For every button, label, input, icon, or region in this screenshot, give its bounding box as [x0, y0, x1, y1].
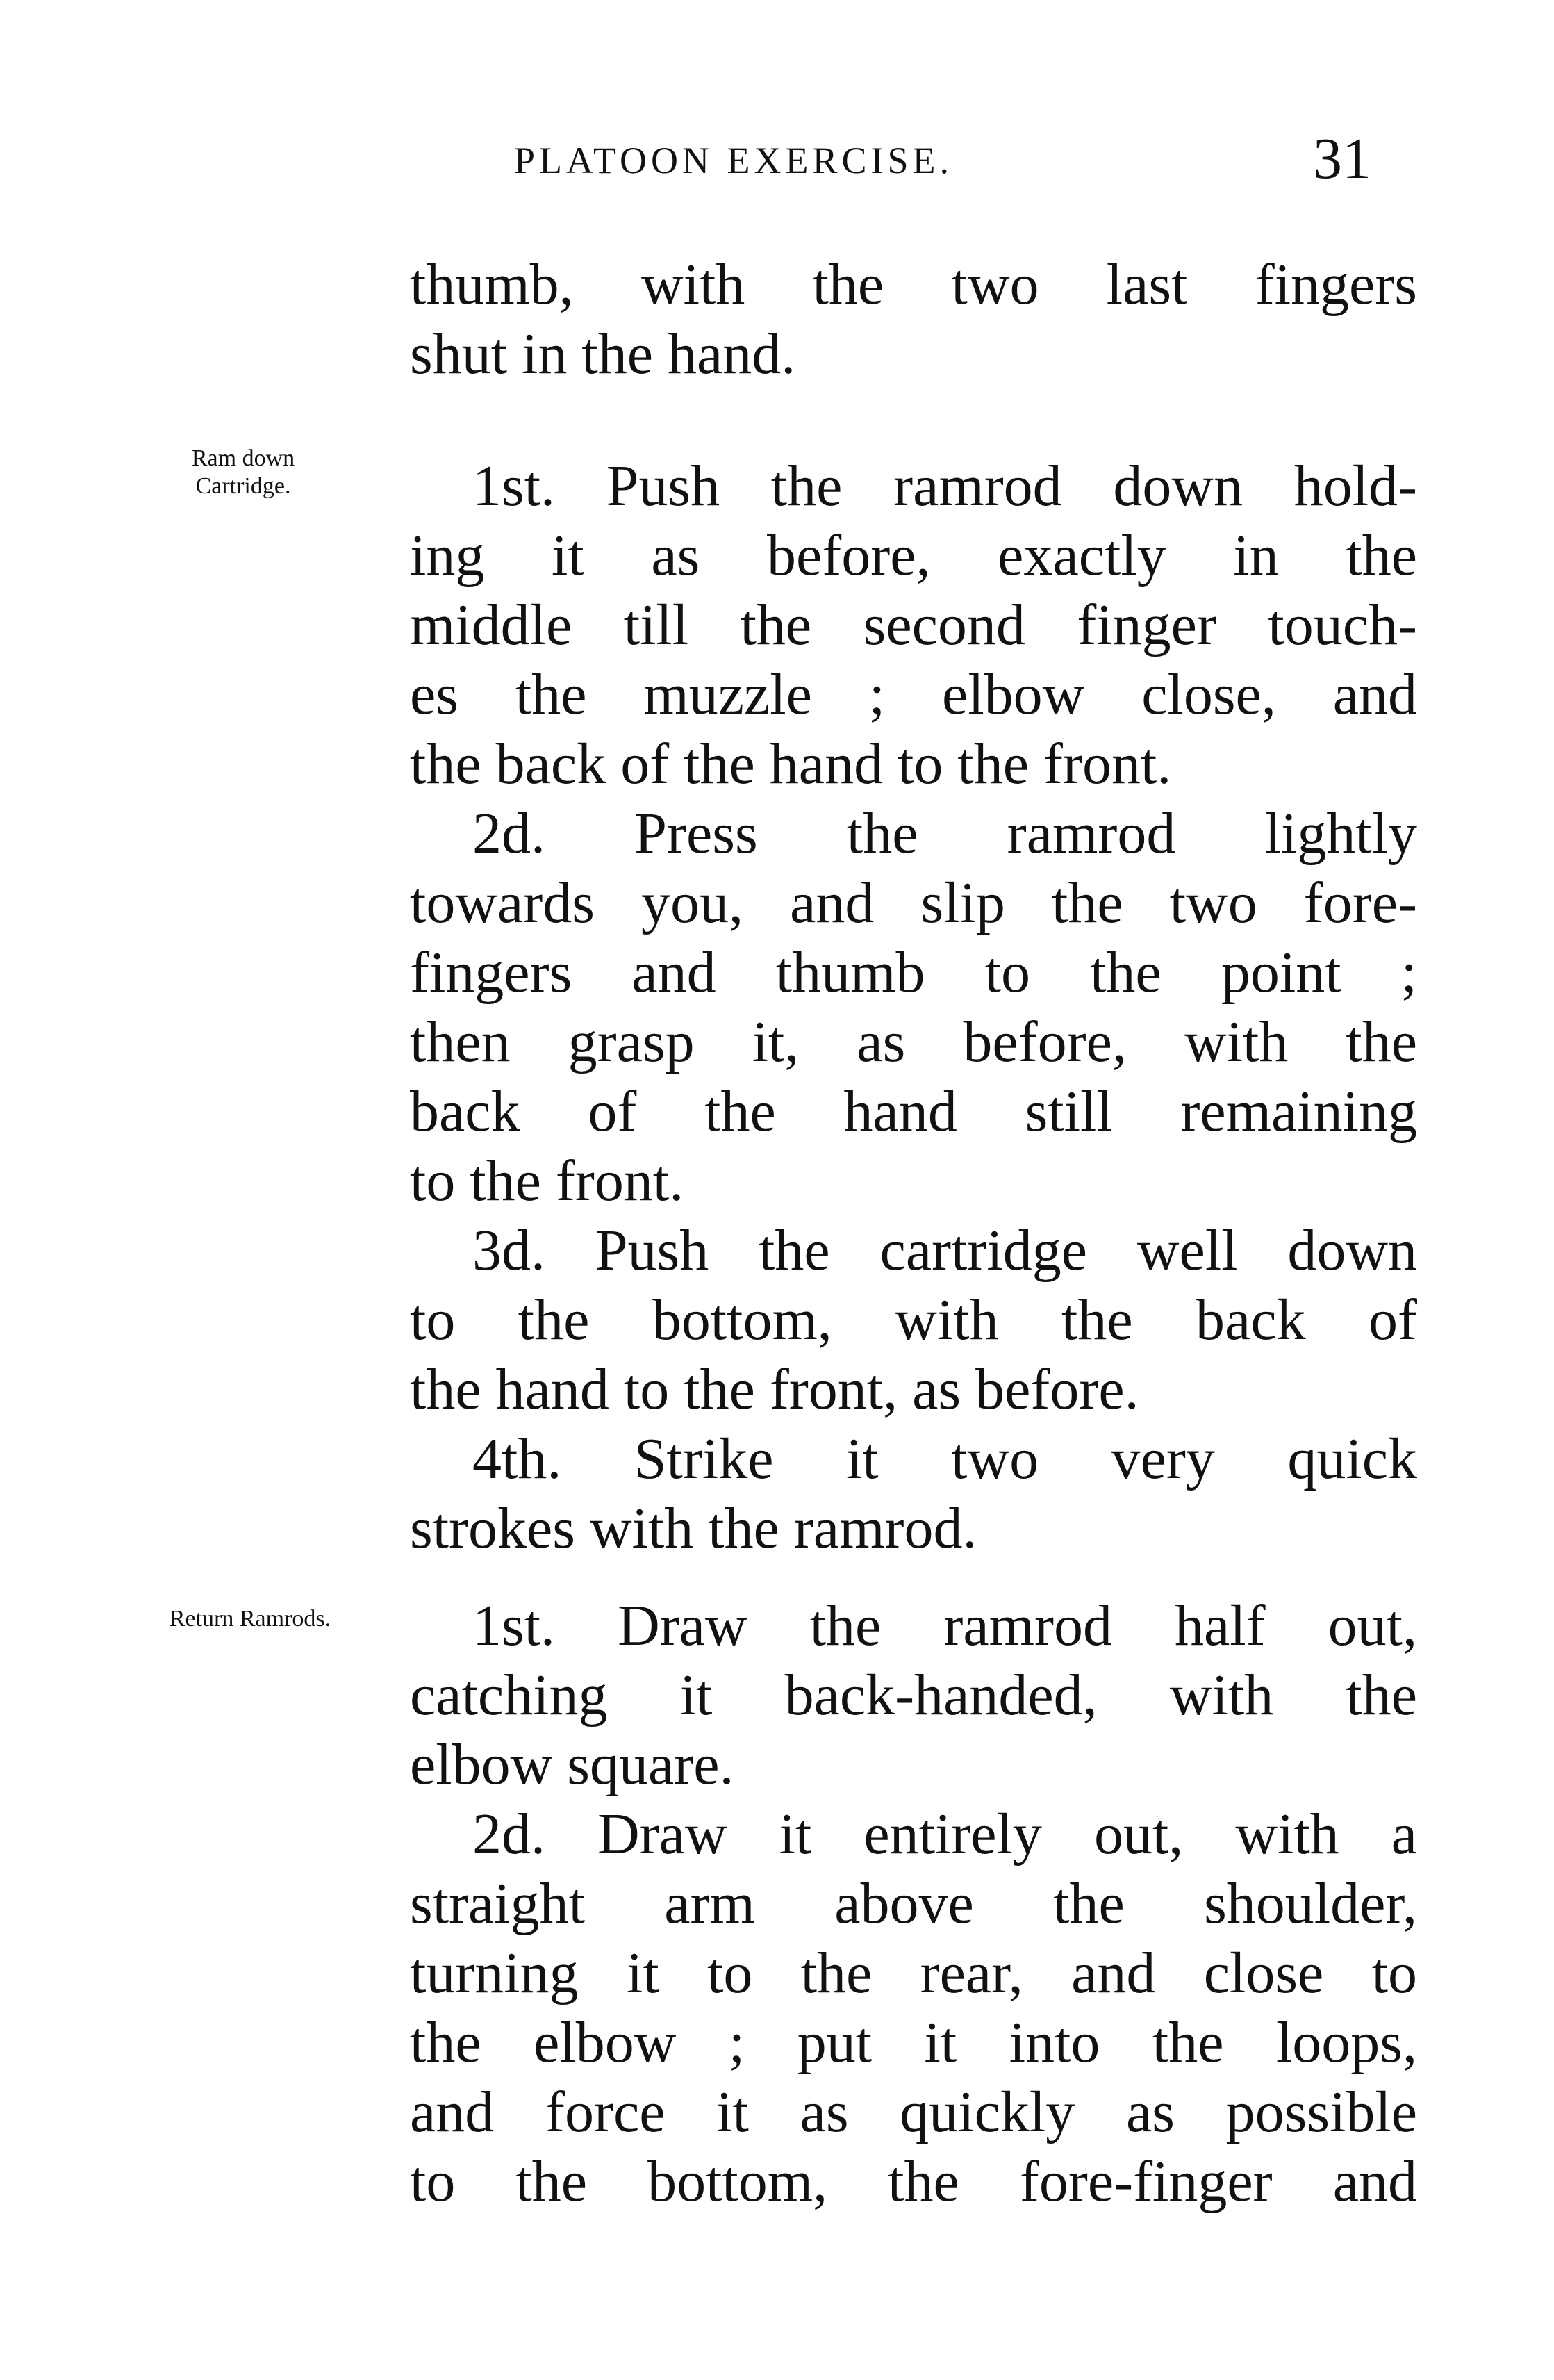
text-line: 1st. Push the ramrod down hold-: [472, 454, 1417, 518]
text-line: fingers and thumb to the point ;: [410, 940, 1417, 1005]
text-line: towards you, and slip the two fore-: [410, 871, 1417, 935]
margin-note-line: Cartridge.: [195, 473, 291, 499]
text-line: the hand to the front, as before.: [410, 1357, 1139, 1422]
section-return-ramrods: [410, 1591, 1417, 2217]
text-line: to the bottom, the fore-finger and: [410, 2149, 1417, 2214]
text-line: the elbow ; put it into the loops,: [410, 2010, 1417, 2075]
text-line: thumb, with the two last fingers: [410, 252, 1417, 317]
text-line: 2d. Press the ramrod lightly: [472, 801, 1417, 866]
margin-note-return-ramrods: Return Ramrods.: [169, 1606, 331, 1632]
text-line: ing it as before, exactly in the: [410, 523, 1417, 588]
text-line: middle till the second finger touch-: [410, 593, 1417, 657]
text-line: the back of the hand to the front.: [410, 732, 1172, 796]
text-line: turning it to the rear, and close to: [410, 1941, 1417, 2005]
text-line: strokes with the ramrod.: [410, 1496, 977, 1561]
text-line: catching it back-handed, with the: [410, 1663, 1417, 1727]
text-line: 4th. Strike it two very quick: [472, 1427, 1417, 1491]
text-line: to the bottom, with the back of: [410, 1288, 1417, 1352]
text-line: 2d. Draw it entirely out, with a: [472, 1802, 1417, 1866]
text-line: straight arm above the shoulder,: [410, 1871, 1417, 1936]
text-line: 3d. Push the cartridge well down: [472, 1218, 1417, 1283]
margin-note-line: Ram down: [191, 445, 295, 471]
text-line: shut in the hand.: [410, 322, 796, 386]
text-line: es the muzzle ; elbow close, and: [410, 662, 1417, 727]
section-ram-down-cartridge: [410, 452, 1417, 1564]
page-number: 31: [1313, 126, 1371, 191]
text-line: 1st. Draw the ramrod half out,: [472, 1593, 1417, 1658]
running-title: PLATOON EXERCISE.: [514, 140, 954, 181]
text-line: then grasp it, as before, with the: [410, 1010, 1417, 1074]
margin-note-ram-down: [139, 445, 347, 500]
text-line: and force it as quickly as possible: [410, 2080, 1417, 2144]
text-line: back of the hand still remaining: [410, 1079, 1417, 1144]
text-line: elbow square.: [410, 1732, 734, 1797]
paragraph-continuation: [410, 250, 1417, 389]
text-line: to the front.: [410, 1149, 684, 1213]
